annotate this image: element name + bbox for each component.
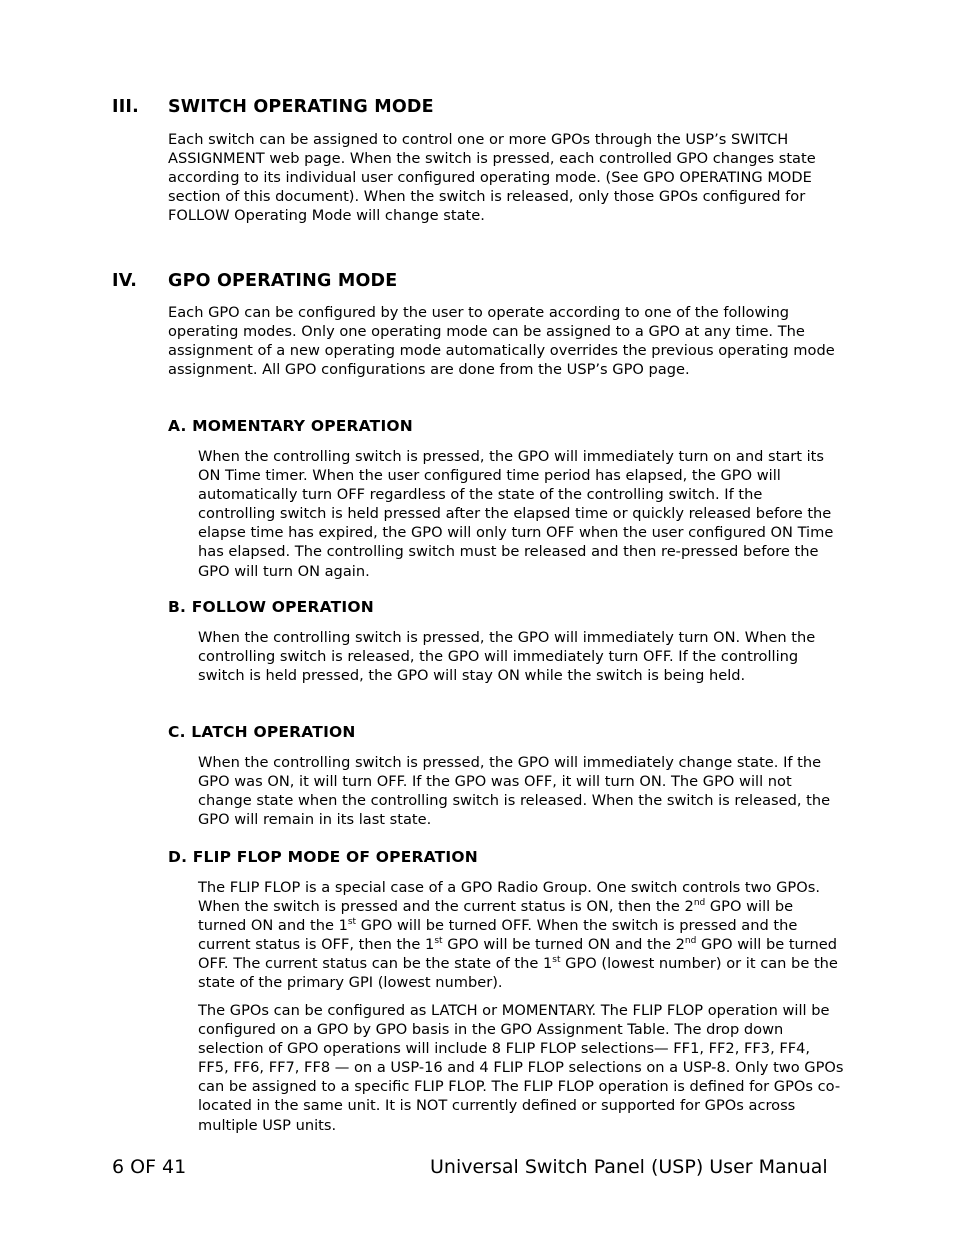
subsection-paragraph: When the controlling switch is pressed, the GPO will immediately turn on and start its ON Time timer. When the user configured time period has elapsed, the GPO will automatically turn OFF regardless of the state of the controlling switch. If the controlling switch is held pressed after the elapsed time or quickly released before the elapse time has expired, the GPO will only turn OFF when the user configured ON Time has elapsed. The controlling switch must be released and then re-pressed before the GPO will turn ON again. (198, 448, 834, 580)
subsection-paragraph: When the controlling switch is pressed, the GPO will immediately turn ON. When the controlling switch is released, the GPO will immediately turn OFF. If the controlling switch is held pressed, the GPO will stay ON while the switch is being held. (198, 629, 816, 685)
section-heading-iii (112, 97, 434, 117)
footer-title: Universal Switch Panel (USP) User Manual (430, 1156, 828, 1178)
subsection-paragraph-2: The GPOs can be configured as LATCH or MOMENTARY. The FLIP FLOP operation will be configured on a GPO by GPO basis in the GPO Assignment Table. The drop down selection of GPO operations will include 8 FLIP FLOP selections— FF1, FF2, FF3, FF4, FF5, FF6, FF7, FF8 — on a USP-16 and 4 FLIP FLOP selections on a USP-8. Only two GPOs can be assigned to a specific FLIP FLOP. The FLIP FLOP operation is defined for GPOs co-located in the same unit. It is NOT currently defined or supported for GPOs across multiple USP units. (198, 1002, 844, 1134)
section-heading-iv (112, 271, 397, 291)
section-paragraph: Each switch can be assigned to control one or more GPOs through the USP’s SWITCH ASSIGNMENT web page. When the switch is pressed, each controlled GPO changes state according to its individual user configured operating mode. (See GPO OPERATING MODE section of this document). When the switch is released, only those GPOs configured for FOLLOW Operating Mode will change state. (168, 131, 816, 225)
subsection-heading-a: A. MOMENTARY OPERATION (168, 417, 413, 435)
subsection-heading-c: C. LATCH OPERATION (168, 723, 356, 741)
subsection-paragraph: When the controlling switch is pressed, the GPO will immediately change state. If the GPO was ON, it will turn OFF. If the GPO was OFF, it will turn ON. The GPO will not change state when the controlling switch is released. When the switch is released, the GPO will remain in its last state. (198, 754, 831, 829)
section-number: IV. (112, 271, 138, 291)
section-paragraph: Each GPO can be configured by the user to operate according to one of the following operating modes. Only one operating mode can be assigned to a GPO at any time. The assignment of a new operating mode automatically overrides the previous operating mode assignment. All GPO configurations are done from the USP’s GPO page. (168, 304, 835, 379)
subsection-heading-b: B. FOLLOW OPERATION (168, 598, 374, 616)
subsection-paragraph: The FLIP FLOP is a special case of a GPO Radio Group. One switch controls two GPOs. When the switch is pressed and the current status is ON, then the 2nd GPO will be turned ON and the 1st GPO will be turned OFF. When the switch is pressed and the current status is OFF, then the 1st GPO will be turned ON and the 2nd GPO will be turned OFF. The current status can be the state of the 1st GPO (lowest number) or it can be the state of the primary GPI (lowest number). (198, 879, 838, 992)
subsection-heading-d: D. FLIP FLOP MODE OF OPERATION (168, 848, 478, 866)
footer-page-number: 6 OF 41 (112, 1156, 187, 1178)
section-title: SWITCH OPERATING MODE (168, 97, 434, 117)
section-title: GPO OPERATING MODE (168, 271, 398, 291)
section-number: III. (112, 97, 139, 117)
